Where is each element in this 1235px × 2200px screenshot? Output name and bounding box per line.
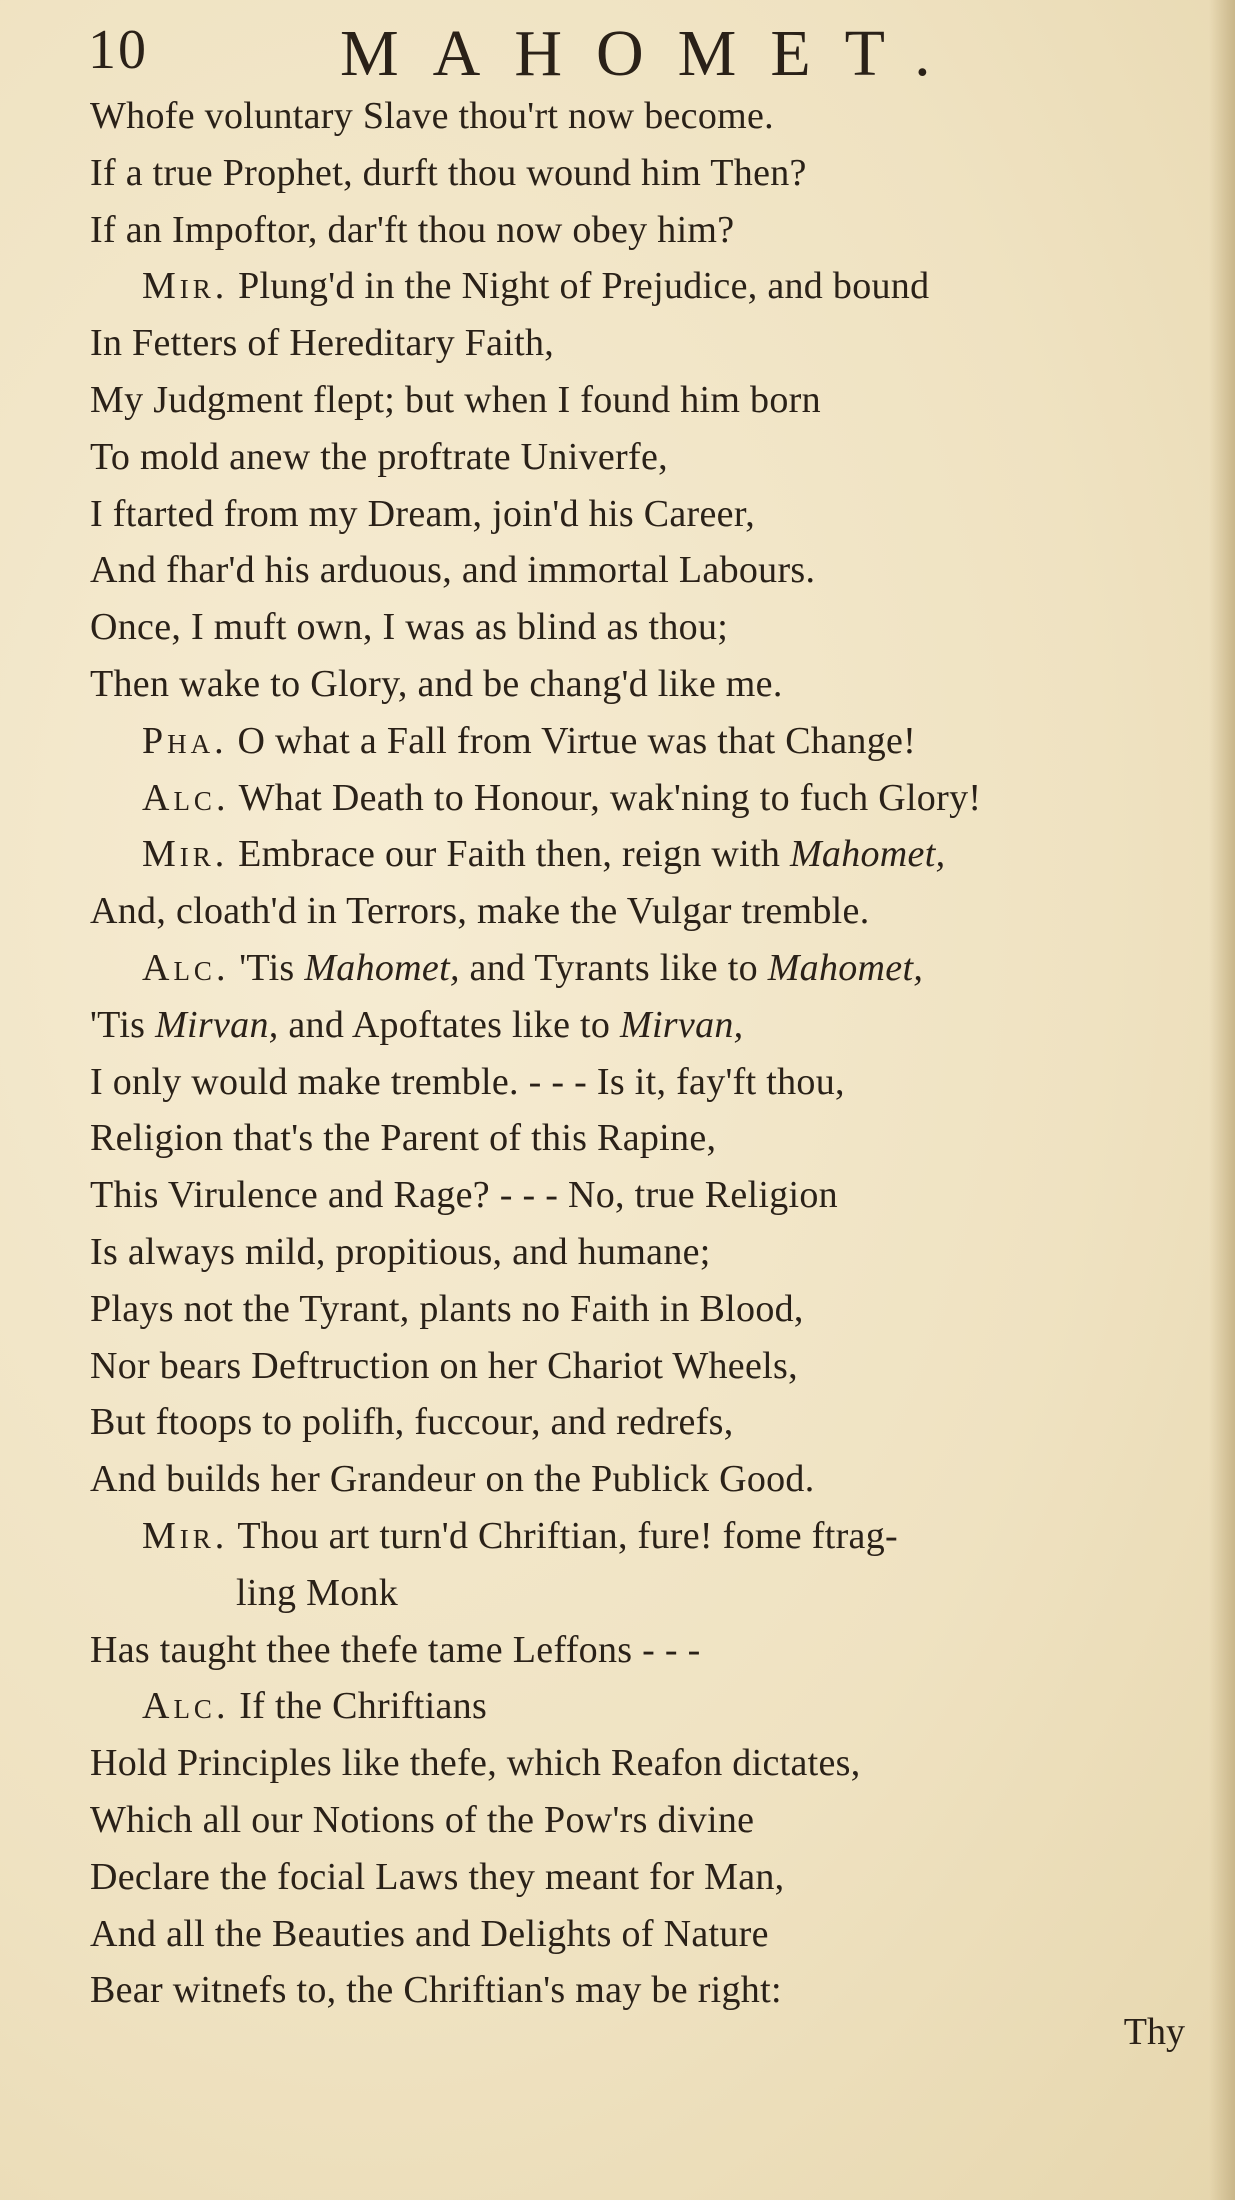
verse-line — [90, 315, 1195, 372]
line-text: If an Impoftor, dar'ft thou now obey him? — [90, 208, 735, 251]
line-text: Plung'd in the Night of Prejudice, and bound — [228, 265, 930, 308]
page-number: 10 — [88, 19, 148, 81]
speaker-name: Mir. — [142, 265, 229, 308]
line-text: Nor bears Deftruction on her Chariot Wheels, — [90, 1344, 798, 1387]
verse-line — [90, 1622, 1195, 1679]
verse-line — [90, 1054, 1195, 1111]
verse-line — [90, 372, 1195, 429]
verse-line — [90, 542, 1195, 599]
line-text: And all the Beauties and Delights of Nature — [90, 1912, 769, 1955]
verse-line — [90, 940, 1195, 997]
verse-line — [90, 1906, 1195, 1963]
line-text: But ftoops to polifh, fuccour, and redrefs, — [90, 1401, 734, 1444]
verse-text — [90, 88, 1195, 2019]
italic-name: Mirvan, — [155, 1003, 279, 1046]
line-text: And builds her Grandeur on the Publick Good. — [90, 1458, 815, 1501]
page-header — [88, 8, 1235, 88]
verse-line — [90, 486, 1195, 543]
verse-line — [90, 1849, 1195, 1906]
italic-name: Mahomet, — [304, 946, 460, 989]
line-text: Which all our Notions of the Pow'rs divine — [90, 1798, 755, 1841]
speaker-name: Alc. — [142, 776, 230, 819]
line-text: and Tyrants like to — [459, 946, 768, 989]
line-text: What Death to Honour, wak'ning to fuch Glory! — [229, 776, 982, 819]
verse-line — [90, 599, 1195, 656]
line-text: Whofe voluntary Slave thou'rt now become. — [90, 95, 774, 137]
line-text: Hold Principles like thefe, which Reafon dictates, — [90, 1742, 861, 1785]
line-text: Then wake to Glory, and be chang'd like me. — [90, 662, 783, 705]
speaker-name: Pha. — [142, 719, 228, 762]
verse-line — [90, 202, 1195, 259]
line-text: 'Tis — [229, 946, 305, 989]
line-text: Once, I muft own, I was as blind as thou; — [90, 606, 729, 649]
verse-line — [90, 713, 1195, 770]
verse-line — [90, 1281, 1195, 1338]
verse-line — [90, 883, 1195, 940]
line-text: And fhar'd his arduous, and immortal Labours. — [90, 549, 816, 592]
verse-line — [90, 770, 1195, 827]
line-text: If a true Prophet, durft thou wound him Then? — [90, 151, 807, 194]
verse-line — [90, 1678, 1195, 1735]
line-text: In Fetters of Hereditary Faith, — [90, 322, 555, 365]
line-text: O what a Fall from Virtue was that Change! — [227, 719, 917, 762]
verse-line — [90, 429, 1195, 486]
line-text: My Judgment flept; but when I found him born — [90, 378, 821, 421]
verse-line — [90, 145, 1195, 202]
line-text: To mold anew the proftrate Univerfe, — [90, 435, 668, 478]
speaker-name: Alc. — [142, 1685, 230, 1728]
verse-line — [90, 1394, 1195, 1451]
line-text: ling Monk — [236, 1571, 399, 1614]
verse-line — [90, 1792, 1195, 1849]
page-edge-shadow — [1209, 0, 1235, 2200]
catchword: Thy — [1123, 2011, 1185, 2053]
verse-line — [90, 1224, 1195, 1281]
line-text: I ftarted from my Dream, join'd his Career, — [90, 492, 756, 535]
verse-line — [90, 1735, 1195, 1792]
line-text: Declare the focial Laws they meant for Man, — [90, 1855, 785, 1898]
line-text: Bear witnefs to, the Chriftian's may be right: — [90, 1969, 782, 2012]
line-text: Plays not the Tyrant, plants no Faith in Blood, — [90, 1287, 804, 1330]
verse-line — [90, 1110, 1195, 1167]
line-text: 'Tis — [90, 1003, 156, 1046]
line-text: Thou art turn'd Chriftian, fure! fome ftrag- — [228, 1514, 898, 1557]
running-title: MAHOMET. — [340, 17, 965, 90]
italic-name: Mahomet, — [767, 946, 924, 989]
line-text: Has taught thee thefe tame Leffons - - - — [90, 1628, 701, 1671]
verse-line — [90, 1451, 1195, 1508]
line-text: Embrace our Faith then, reign with — [228, 833, 790, 876]
verse-line — [90, 1962, 1195, 2019]
italic-name: Mahomet, — [789, 833, 946, 876]
line-text: Is always mild, propitious, and humane; — [90, 1230, 711, 1273]
speaker-name: Mir. — [142, 1514, 229, 1557]
verse-line — [90, 88, 1195, 145]
verse-line — [90, 258, 1195, 315]
verse-line — [90, 826, 1195, 883]
verse-line — [90, 1565, 1195, 1622]
speaker-name: Alc. — [142, 946, 230, 989]
verse-line — [90, 656, 1195, 713]
verse-line — [90, 1508, 1195, 1565]
line-text: and Apoftates like to — [278, 1003, 620, 1046]
speaker-name: Mir. — [142, 833, 229, 876]
line-text: Religion that's the Parent of this Rapine, — [90, 1117, 717, 1160]
verse-line — [90, 1338, 1195, 1395]
line-text: And, cloath'd in Terrors, make the Vulgar tremble. — [90, 890, 870, 933]
line-text: This Virulence and Rage? - - - No, true Religion — [90, 1174, 838, 1217]
italic-name: Mirvan, — [620, 1003, 744, 1046]
verse-line — [90, 997, 1195, 1054]
verse-line — [90, 1167, 1195, 1224]
line-text: I only would make tremble. - - - Is it, fay'ft thou, — [90, 1060, 845, 1103]
line-text: If the Chriftians — [229, 1685, 488, 1728]
